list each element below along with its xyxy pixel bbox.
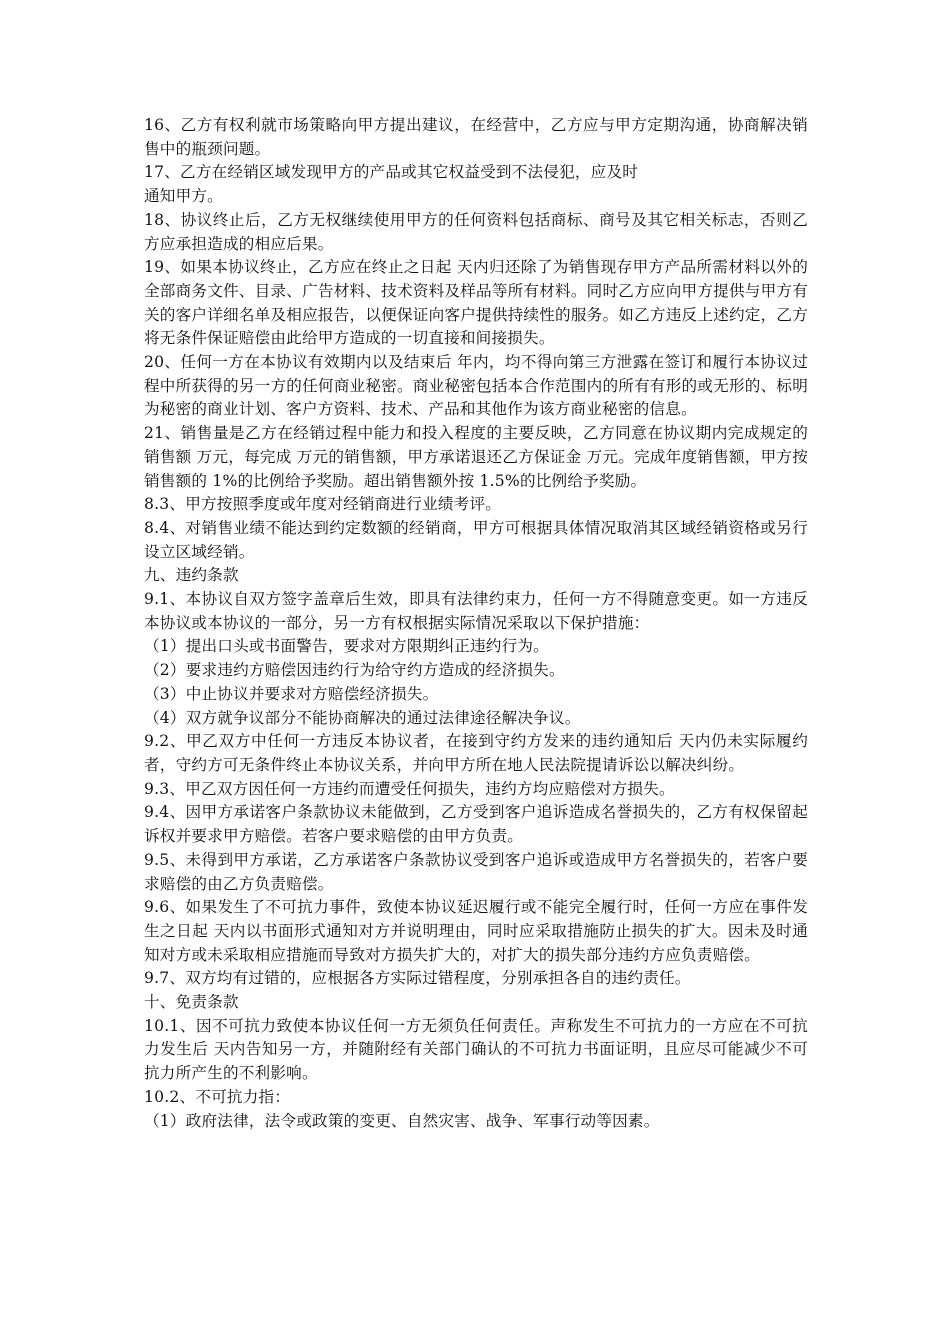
paragraph-10-1: 10.1、因不可抗力致使本协议任何一方无须负任何责任。声称发生不可抗力的一方应在不可抗力发生后 天内告知另一方，并随附经有关部门确认的不可抗力书面证明，且应尽可能减少不可抗力所产生的不利影响。 <box>144 1016 808 1083</box>
section-heading-breach: 九、违约条款 <box>144 566 239 585</box>
paragraph-19: 19、如果本协议终止，乙方应在终止之日起 天内归还除了为销售现存甲方产品所需材料以外的全部商务文件、目录、广告材料、技术资料及样品等所有材料。同时乙方应向甲方提供与甲方有关的客户详细名单及相应报告，以便保证向客户提供持续性的服务。如乙方违反上述约定，乙方将无条件保证赔偿由此给甲方造成的一切直接和间接损失。 <box>144 258 808 348</box>
force-majeure-item-1: （1）政府法律，法令或政策的变更、自然灾害、战争、军事行动等因素。 <box>144 1111 660 1130</box>
paragraph-9-2: 9.2、甲乙双方中任何一方违反本协议者，在接到守约方发来的违约通知后 天内仍未实际履约者，守约方可无条件终止本协议关系，并向甲方所在地人民法院提请诉讼以解决纠纷。 <box>144 732 808 774</box>
paragraph-17-continued: 通知甲方。 <box>144 187 223 206</box>
paragraph-9-7: 9.7、双方均有过错的，应根据各方实际过错程度，分别承担各自的违约责任。 <box>144 969 691 988</box>
paragraph-9-4: 9.4、因甲方承诺客户条款协议未能做到，乙方受到客户追诉造成名誉损失的，乙方有权保留起诉权并要求甲方赔偿。若客户要求赔偿的由甲方负责。 <box>144 803 808 846</box>
paragraph-17: 17、乙方在经销区域发现甲方的产品或其它权益受到不法侵犯，应及时 <box>144 163 639 182</box>
paragraph-8-4: 8.4、对销售业绩不能达到约定数额的经销商，甲方可根据具体情况取消其区域经销资格或另行设立区域经销。 <box>144 518 808 561</box>
paragraph-9-3: 9.3、甲乙双方因任何一方违约而遭受任何损失，违约方均应赔偿对方损失。 <box>144 779 675 798</box>
paragraph-18: 18、协议终止后，乙方无权继续使用甲方的任何资料包括商标、商号及其它相关标志，否则乙方应承担造成的相应后果。 <box>144 210 808 253</box>
paragraph-21: 21、销售量是乙方在经销过程中能力和投入程度的主要反映，乙方同意在协议期内完成规定的销售额 万元，每完成 万元的销售额，甲方承诺退还乙方保证金 万元。完成年度销售额，甲方按销售额的 1%的比例给予奖励。超出销售额外按 1.5%的比例给予奖励。 <box>144 424 808 490</box>
paragraph-9-6: 9.6、如果发生了不可抗力事件，致使本协议延迟履行或不能完全履行时，任何一方应在事件发生之日起 天内以书面形式通知对方并说明理由，同时应采取措施防止损失的扩大。因未及时通知对方或未采取相应措施而导致对方损失扩大的，对扩大的损失部分违约方应负责赔偿。 <box>144 898 808 964</box>
paragraph-9-1: 9.1、本协议自双方签字盖章后生效，即具有法律约束力，任何一方不得随意变更。如一方违反本协议或本协议的一部分，另一方有权根据实际情况采取以下保护措施： <box>144 590 808 632</box>
document-body <box>144 114 808 1133</box>
paragraph-20: 20、任何一方在本协议有效期内以及结束后 年内，均不得向第三方泄露在签订和履行本协议过程中所获得的另一方的任何商业秘密。商业秘密包括本合作范围内的所有有形的或无形的、标明为秘密的商业计划、客户方资料、技术、产品和其他作为该方商业秘密的信息。 <box>144 353 808 419</box>
paragraph-9-5: 9.5、未得到甲方承诺，乙方承诺客户条款协议受到客户追诉或造成甲方名誉损失的，若客户要求赔偿的由乙方负责赔偿。 <box>144 850 808 893</box>
measure-item-2: （2）要求违约方赔偿因违约行为给守约方造成的经济损失。 <box>144 661 565 680</box>
paragraph-16: 16、乙方有权利就市场策略向甲方提出建议，在经营中，乙方应与甲方定期沟通，协商解决销售中的瓶颈问题。 <box>144 116 808 158</box>
measure-item-3: （3）中止协议并要求对方赔偿经济损失。 <box>144 684 439 703</box>
measure-item-4: （4）双方就争议部分不能协商解决的通过法律途径解决争议。 <box>144 708 581 727</box>
section-heading-exemption: 十、免责条款 <box>144 993 239 1012</box>
paragraph-10-2: 10.2、不可抗力指： <box>144 1087 291 1106</box>
paragraph-8-3: 8.3、甲方按照季度或年度对经销商进行业绩考评。 <box>144 495 502 514</box>
measure-item-1: （1）提出口头或书面警告，要求对方限期纠正违约行为。 <box>144 637 549 656</box>
